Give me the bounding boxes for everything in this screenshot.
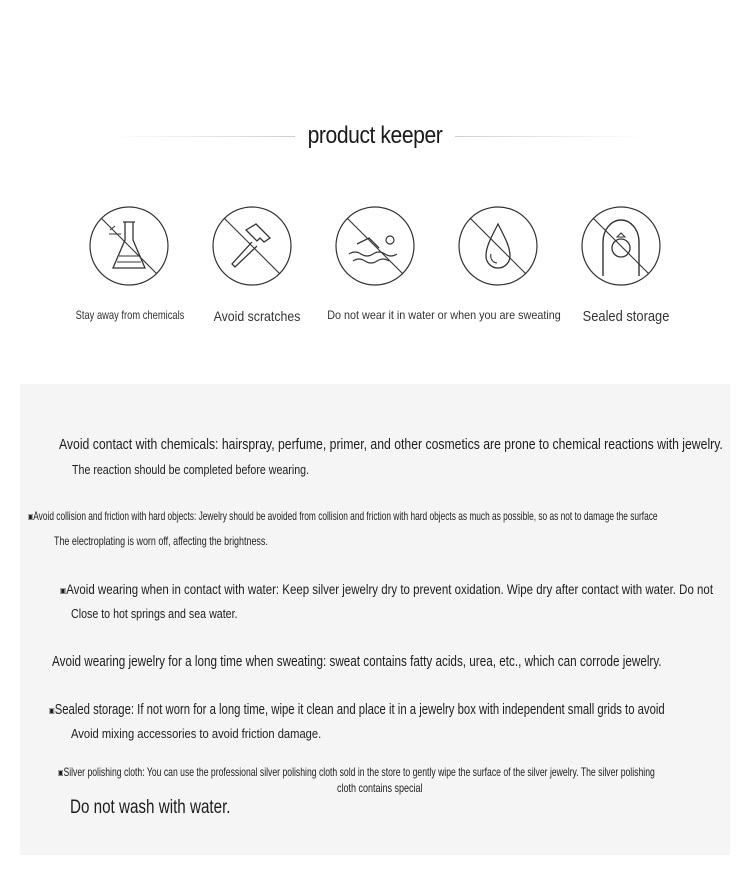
bullet-glyph: ▣ [58, 768, 64, 777]
bullet-glyph: ▣ [28, 512, 34, 521]
swimmer-icon [335, 206, 415, 286]
care-icons-row [0, 206, 750, 336]
care-sweat-line1: Avoid wearing jewelry for a long time when sweating: sweat contains fatty acids, urea, etc., which can corrode jewelry. [52, 653, 662, 670]
divider-right [455, 136, 645, 137]
care-storage-line1 [49, 701, 665, 718]
icon-label-storage: Sealed storage [582, 308, 670, 325]
care-collision-text: Avoid collision and friction with hard objects: Jewelry should be avoided from collision and friction with hard objects as much as possible, so as not to damage the surface [33, 509, 658, 523]
hammer-icon [212, 206, 292, 286]
care-polish-line3: Do not wash with water. [70, 797, 231, 818]
care-collision-line2: The electroplating is worn off, affecting the brightness. [54, 534, 268, 548]
care-water-line2: Close to hot springs and sea water. [71, 606, 238, 621]
section-header [0, 118, 750, 158]
care-storage-line2: Avoid mixing accessories to avoid friction damage. [71, 726, 322, 741]
care-chemicals-line1: Avoid contact with chemicals: hairspray, perfume, primer, and other cosmetics are prone to chemical reactions with jewelry. [59, 436, 723, 453]
water-drop-icon [458, 206, 538, 286]
icon-label-chemicals: Stay away from chemicals [75, 308, 185, 322]
bullet-glyph: ▣ [49, 706, 55, 715]
bullet-glyph: ▣ [60, 586, 67, 595]
icon-label-scratches: Avoid scratches [213, 308, 301, 324]
care-polish-line2: cloth contains special [337, 781, 423, 795]
care-polish-line1 [58, 765, 655, 779]
care-storage-text: Sealed storage: If not worn for a long time, wipe it clean and place it in a jewelry box with independent small grids to avoid [54, 701, 665, 718]
flask-icon [89, 206, 169, 286]
ring-box-icon [581, 206, 661, 286]
care-water-text: Avoid wearing when in contact with water: Keep silver jewelry dry to prevent oxidation. Wipe dry after contact with water. Do not [66, 581, 714, 597]
care-water-line1 [60, 581, 713, 597]
care-polish-text: Silver polishing cloth: You can use the professional silver polishing cloth sold in the store to gently wipe the surface of the silver jewelry. The silver polishing [63, 765, 655, 779]
page-title: product keeper [307, 122, 443, 149]
care-chemicals-line2: The reaction should be completed before wearing. [72, 462, 310, 477]
care-collision-line1 [28, 509, 658, 523]
icon-label-water-sweat: Do not wear it in water or when you are sweating [327, 308, 561, 322]
